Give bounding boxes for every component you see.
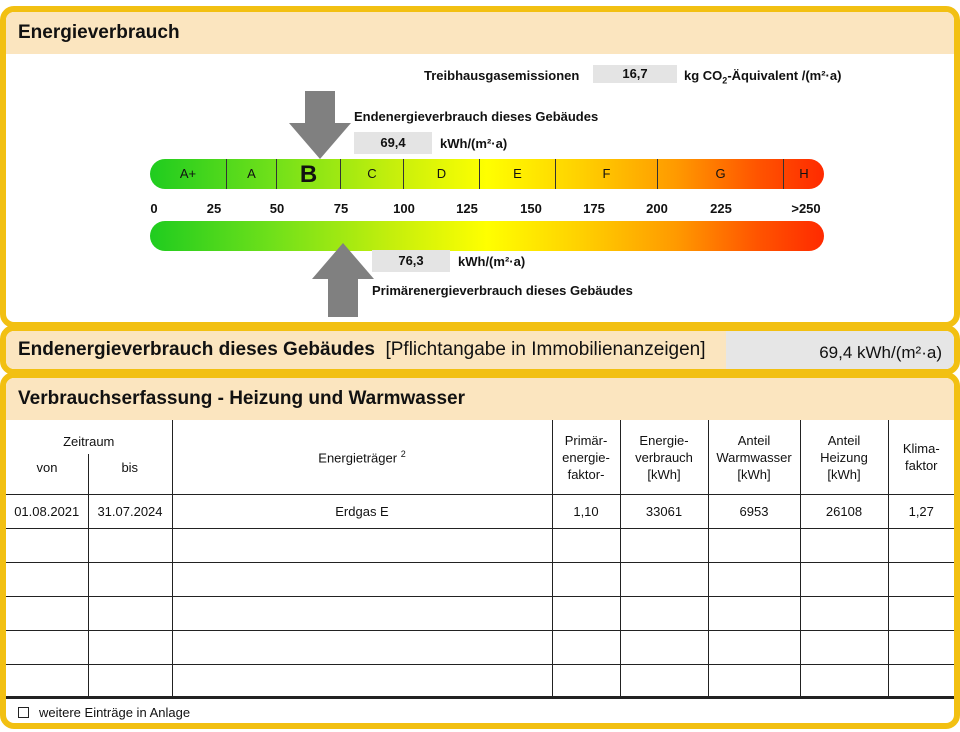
tick-label: 0 <box>150 201 158 216</box>
end-energy-value: 69,4 <box>354 132 432 154</box>
from-label: von <box>36 460 58 475</box>
tick-label: 225 <box>710 201 732 216</box>
end-energy-down-arrow-icon <box>289 91 353 161</box>
cell-carrier: Erdgas E <box>172 495 552 529</box>
cell-factor: 1,10 <box>552 495 620 529</box>
tick-label: 200 <box>646 201 668 216</box>
cell-consumption: 33061 <box>620 495 708 529</box>
primary-energy-value: 76,3 <box>372 250 450 272</box>
class-h: H <box>799 166 809 181</box>
panel-title: Verbrauchserfassung - Heizung und Warmwasser <box>6 378 954 420</box>
class-a: A <box>227 159 277 189</box>
table-row <box>6 597 954 631</box>
tick-label: 175 <box>583 201 605 216</box>
table-row <box>6 631 954 665</box>
tick-label: 25 <box>206 201 222 216</box>
climate-header: Klima- faktor <box>888 420 954 495</box>
emissions-label: Treibhausgasemissionen <box>424 68 580 83</box>
table-row <box>6 563 954 597</box>
tick-label: 100 <box>393 201 415 216</box>
to-label: bis <box>121 460 139 475</box>
carrier-header: Energieträger $^2$ <box>172 420 552 495</box>
table-row <box>6 529 954 563</box>
warm-water-header: Anteil Warmwasser [kWh] <box>708 420 800 495</box>
period-header <box>6 420 172 495</box>
class-a-plus: A+ <box>150 159 227 189</box>
further-entries-checkbox[interactable] <box>18 707 29 718</box>
cell-warm-water: 6953 <box>708 495 800 529</box>
tick-label: >250 <box>791 201 821 216</box>
consumption-table <box>6 420 954 699</box>
heating-header: Anteil Heizung [kWh] <box>800 420 888 495</box>
class-d: D <box>404 159 480 189</box>
energy-consumption-panel <box>0 6 960 328</box>
mandatory-note: [Pflichtangabe in Immobilienanzeigen] <box>385 339 706 360</box>
cell-from: 01.08.2021 <box>6 495 88 529</box>
class-c: C <box>341 159 404 189</box>
period-label: Zeitraum <box>63 434 115 449</box>
further-entries-label: weitere Einträge in Anlage <box>39 705 191 720</box>
mandatory-value-panel <box>0 325 960 375</box>
factor-header: Primär- energie- faktor- <box>552 420 620 495</box>
efficiency-class-scale <box>150 159 824 189</box>
primary-energy-up-arrow-icon <box>312 243 376 317</box>
class-e: E <box>480 159 556 189</box>
further-entries-row[interactable] <box>18 705 190 720</box>
mandatory-value-title: Endenergieverbrauch dieses Gebäudes <box>18 339 375 360</box>
primary-energy-gradient-bar <box>150 221 824 251</box>
tick-label: 125 <box>456 201 478 216</box>
primary-energy-unit: kWh/(m²·a) <box>458 254 526 269</box>
cell-to: 31.07.2024 <box>88 495 172 529</box>
end-energy-unit: kWh/(m²·a) <box>440 136 508 151</box>
panel-title: Energieverbrauch <box>6 12 954 54</box>
consumption-record-panel <box>0 372 960 729</box>
end-energy-label: Endenergieverbrauch dieses Gebäudes <box>354 109 599 124</box>
cell-heating: 26108 <box>800 495 888 529</box>
cell-climate: 1,27 <box>888 495 954 529</box>
tick-label: 150 <box>520 201 542 216</box>
class-f: F <box>556 159 658 189</box>
class-g: G <box>658 159 784 189</box>
emissions-unit: kg $CO_2$-Äquivalent /(m²·a) <box>684 68 842 86</box>
table-header-row <box>6 420 954 495</box>
table-row <box>6 495 954 529</box>
emissions-value: 16,7 <box>593 65 677 83</box>
tick-label: 50 <box>269 201 285 216</box>
mandatory-value-heading <box>6 331 726 369</box>
mandatory-value: 69,4 kWh/(m²·a) <box>726 331 954 369</box>
primary-energy-label: Primärenergieverbrauch dieses Gebäudes <box>372 283 633 298</box>
tick-label: 75 <box>333 201 349 216</box>
class-b-current: B <box>277 159 341 189</box>
table-row <box>6 665 954 699</box>
consumption-header: Energie- verbrauch [kWh] <box>620 420 708 495</box>
